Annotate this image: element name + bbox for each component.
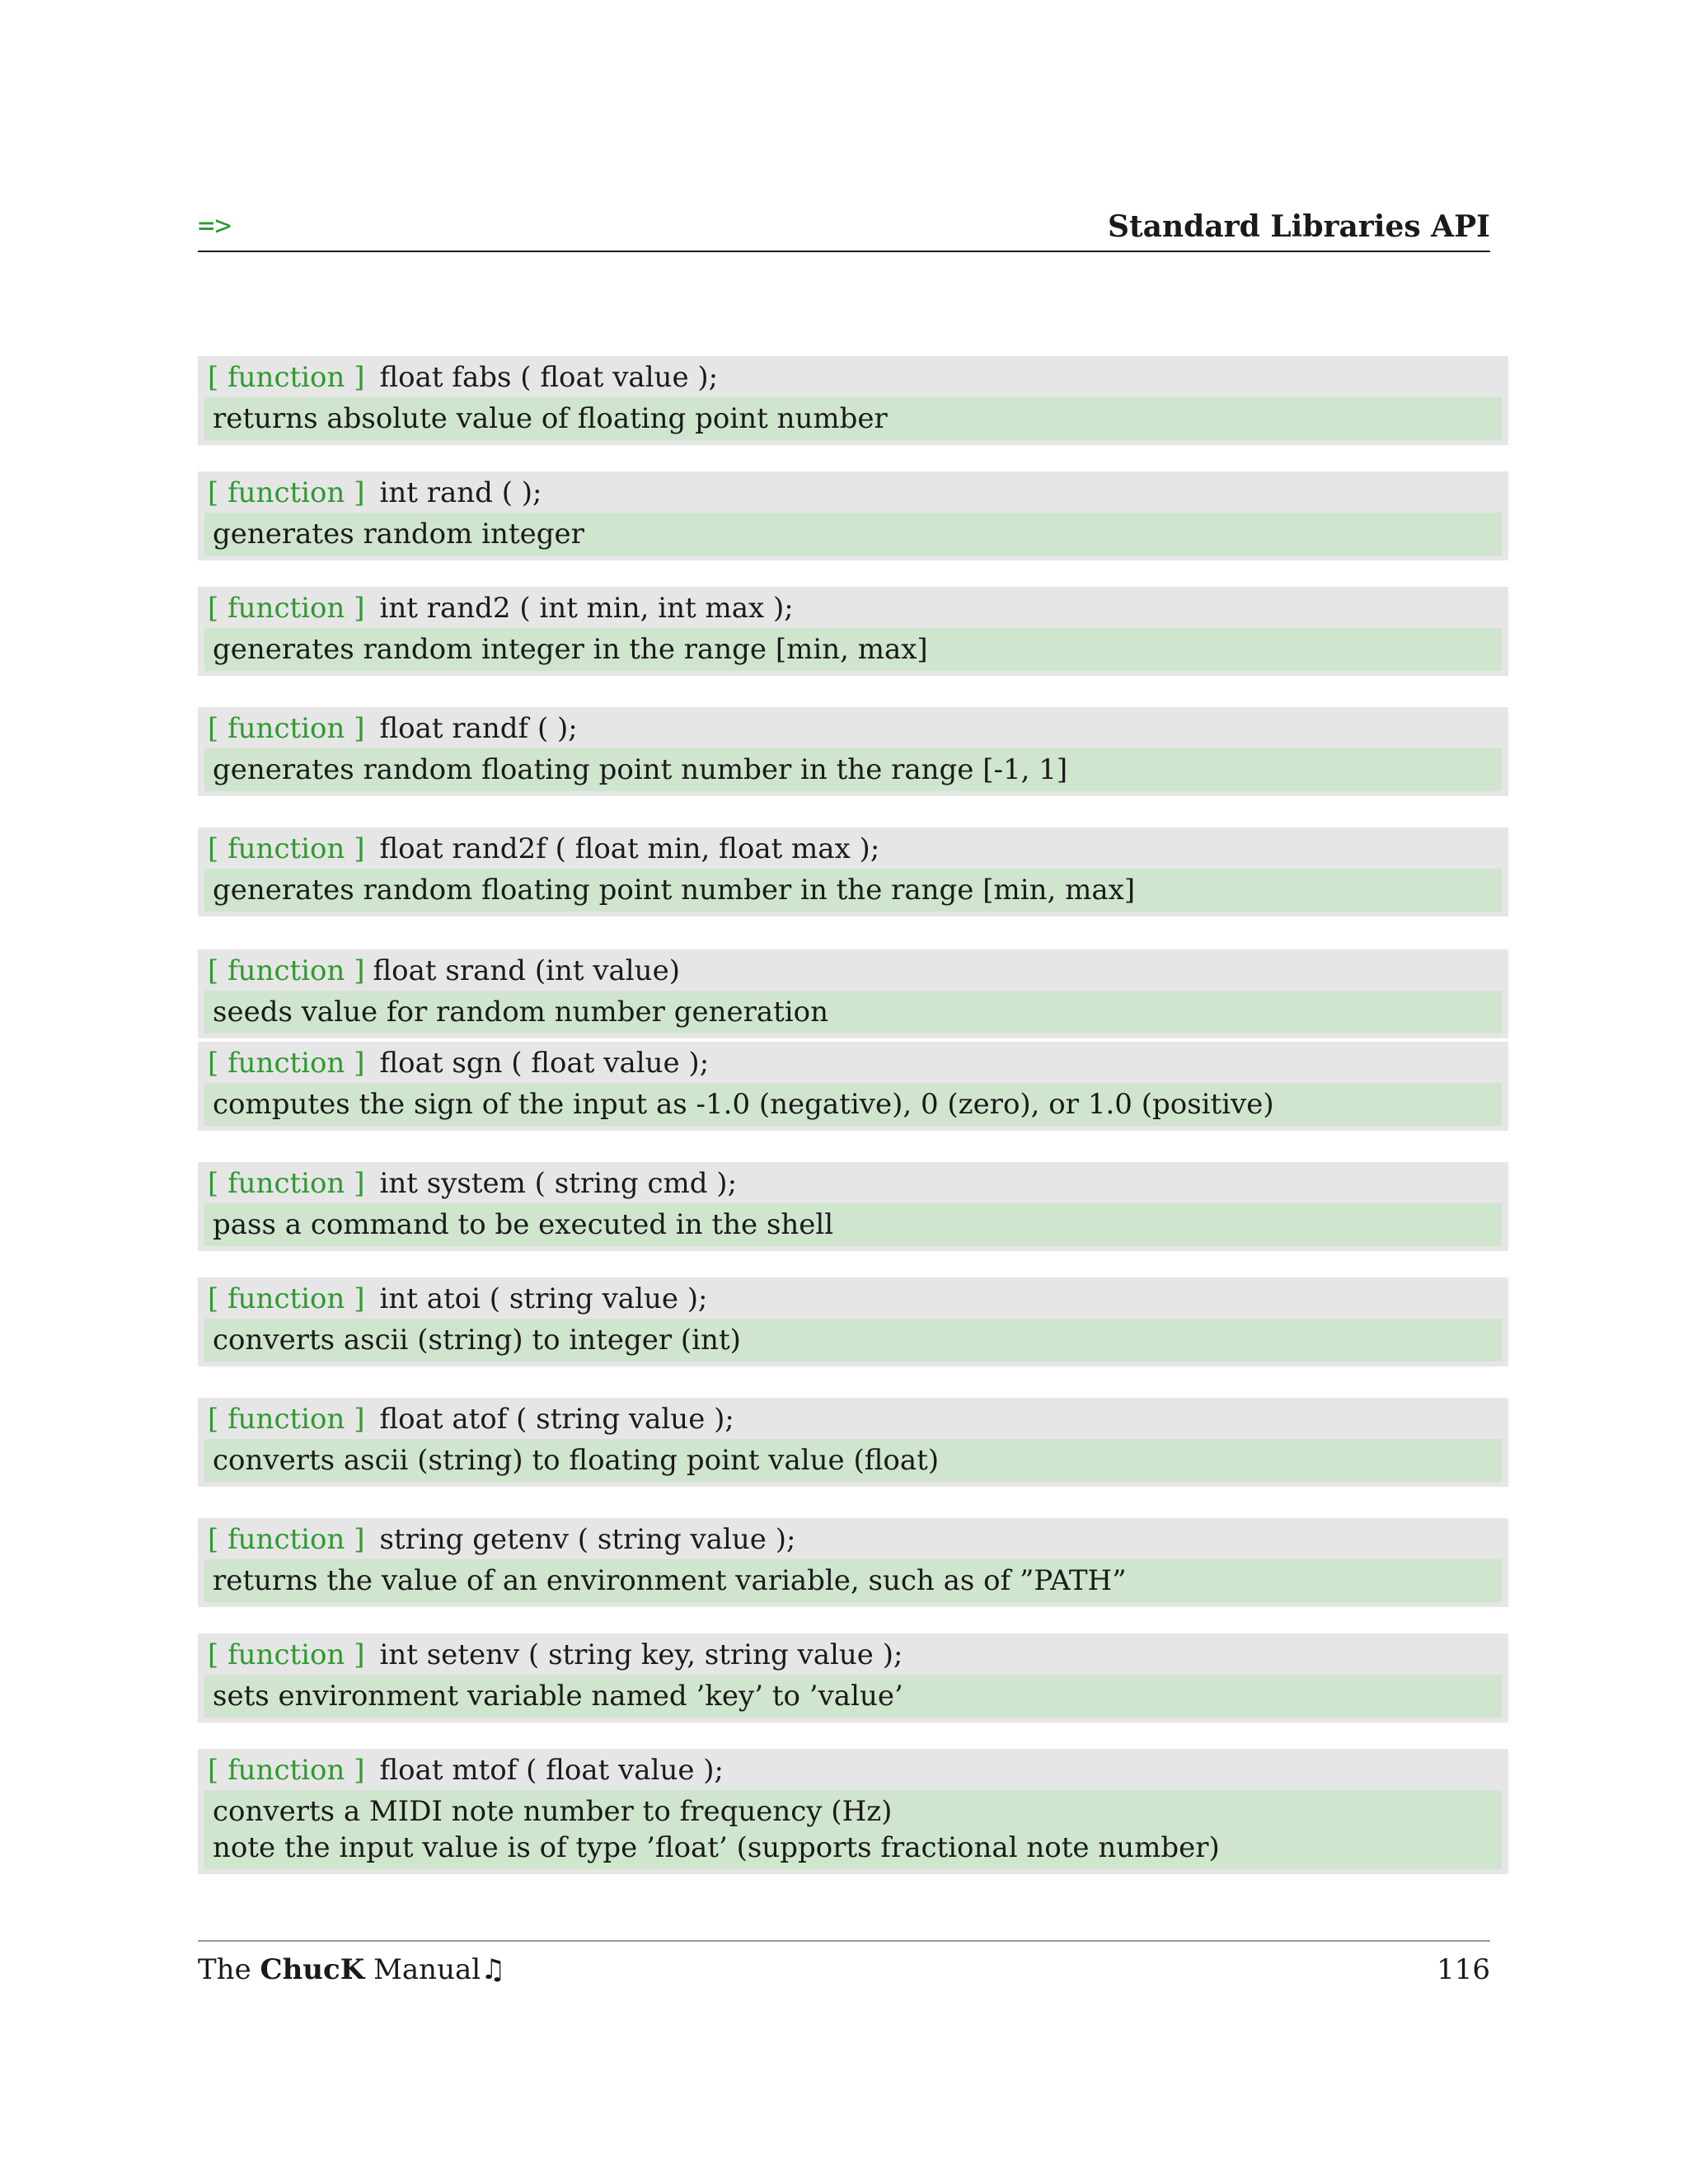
description-line: generates random integer <box>213 518 584 551</box>
signature-text: float rand2f ( float min, float max ); <box>379 832 880 865</box>
function-signature <box>204 1754 1502 1787</box>
function-keyword: [ function ] <box>208 1754 365 1787</box>
function-description <box>204 1203 1502 1246</box>
function-signature <box>204 954 1502 987</box>
function-keyword: [ function ] <box>208 1047 365 1080</box>
signature-text: int atoi ( string value ); <box>379 1282 708 1315</box>
header-title: Standard Libraries API <box>1108 209 1490 244</box>
function-keyword: [ function ] <box>208 592 365 625</box>
description-line: seeds value for random number generation <box>213 996 829 1029</box>
function-entry <box>198 587 1508 676</box>
function-entry <box>198 1633 1508 1722</box>
function-description <box>204 513 1502 555</box>
function-keyword: [ function ] <box>208 832 365 865</box>
page-number: 116 <box>1437 1953 1490 1986</box>
function-keyword: [ function ] <box>208 1282 365 1315</box>
function-keyword: [ function ] <box>208 1523 365 1556</box>
function-description <box>204 1439 1502 1482</box>
description-line: generates random floating point number in the range [-1, 1] <box>213 753 1068 786</box>
function-signature <box>204 476 1502 509</box>
function-description <box>204 991 1502 1033</box>
signature-text: int rand2 ( int min, int max ); <box>379 592 794 625</box>
footer-suffix: Manual <box>373 1953 481 1986</box>
function-description <box>204 748 1502 791</box>
function-keyword: [ function ] <box>208 712 365 745</box>
function-description <box>204 1319 1502 1361</box>
function-description <box>204 1083 1502 1126</box>
signature-text: float atof ( string value ); <box>379 1403 734 1436</box>
function-signature <box>204 1167 1502 1200</box>
signature-text: int system ( string cmd ); <box>379 1167 738 1200</box>
footer-brand: ChucK <box>260 1953 365 1986</box>
function-entry <box>198 707 1508 796</box>
function-signature <box>204 1282 1502 1315</box>
description-line: pass a command to be executed in the shell <box>213 1208 834 1241</box>
description-line: converts a MIDI note number to frequency (Hz) <box>213 1795 893 1828</box>
function-entry <box>198 471 1508 560</box>
page-header <box>198 204 1490 252</box>
signature-text: float srand (int value) <box>373 954 680 987</box>
function-description <box>204 1790 1502 1869</box>
description-line: generates random floating point number in the range [min, max] <box>213 874 1136 907</box>
description-line: converts ascii (string) to floating point value (float) <box>213 1444 940 1477</box>
signature-text: int rand ( ); <box>379 476 542 509</box>
function-entry <box>198 1749 1508 1874</box>
music-note-icon: ♫ <box>481 1953 506 1986</box>
footer-prefix: The <box>198 1953 251 1986</box>
description-line: returns absolute value of floating point number <box>213 402 888 435</box>
page-footer <box>198 1940 1490 1991</box>
function-signature <box>204 1638 1502 1671</box>
description-line: sets environment variable named ’key’ to ’value’ <box>213 1680 903 1713</box>
function-keyword: [ function ] <box>208 1403 365 1436</box>
function-signature <box>204 1523 1502 1556</box>
function-keyword: [ function ] <box>208 954 365 987</box>
function-entry <box>198 1162 1508 1251</box>
footer-manual-title <box>198 1953 506 1986</box>
description-line: note the input value is of type ’float’ (supports fractional note number) <box>213 1831 1220 1864</box>
function-description <box>204 869 1502 912</box>
function-description <box>204 397 1502 440</box>
function-entry <box>198 949 1508 1038</box>
description-line: generates random integer in the range [min, max] <box>213 633 928 666</box>
signature-text: float mtof ( float value ); <box>379 1754 724 1787</box>
header-arrow: => <box>198 209 232 242</box>
function-description <box>204 1675 1502 1718</box>
function-signature <box>204 361 1502 394</box>
function-description <box>204 1559 1502 1602</box>
function-signature <box>204 712 1502 745</box>
signature-text: float fabs ( float value ); <box>379 361 719 394</box>
signature-text: float randf ( ); <box>379 712 578 745</box>
function-entry <box>198 1042 1508 1131</box>
signature-text: string getenv ( string value ); <box>379 1523 796 1556</box>
description-line: computes the sign of the input as -1.0 (negative), 0 (zero), or 1.0 (positive) <box>213 1088 1274 1121</box>
signature-text: int setenv ( string key, string value ); <box>379 1638 903 1671</box>
function-entry <box>198 356 1508 445</box>
function-keyword: [ function ] <box>208 361 365 394</box>
function-keyword: [ function ] <box>208 1167 365 1200</box>
function-signature <box>204 832 1502 865</box>
function-signature <box>204 1047 1502 1080</box>
signature-text: float sgn ( float value ); <box>379 1047 710 1080</box>
function-keyword: [ function ] <box>208 476 365 509</box>
description-line: converts ascii (string) to integer (int) <box>213 1324 741 1357</box>
function-entry <box>198 1398 1508 1487</box>
function-description <box>204 628 1502 671</box>
function-signature <box>204 1403 1502 1436</box>
description-line: returns the value of an environment variable, such as of ”PATH” <box>213 1564 1127 1597</box>
function-signature <box>204 592 1502 625</box>
function-entry <box>198 1518 1508 1607</box>
function-entry <box>198 1277 1508 1366</box>
function-keyword: [ function ] <box>208 1638 365 1671</box>
function-entry <box>198 827 1508 916</box>
